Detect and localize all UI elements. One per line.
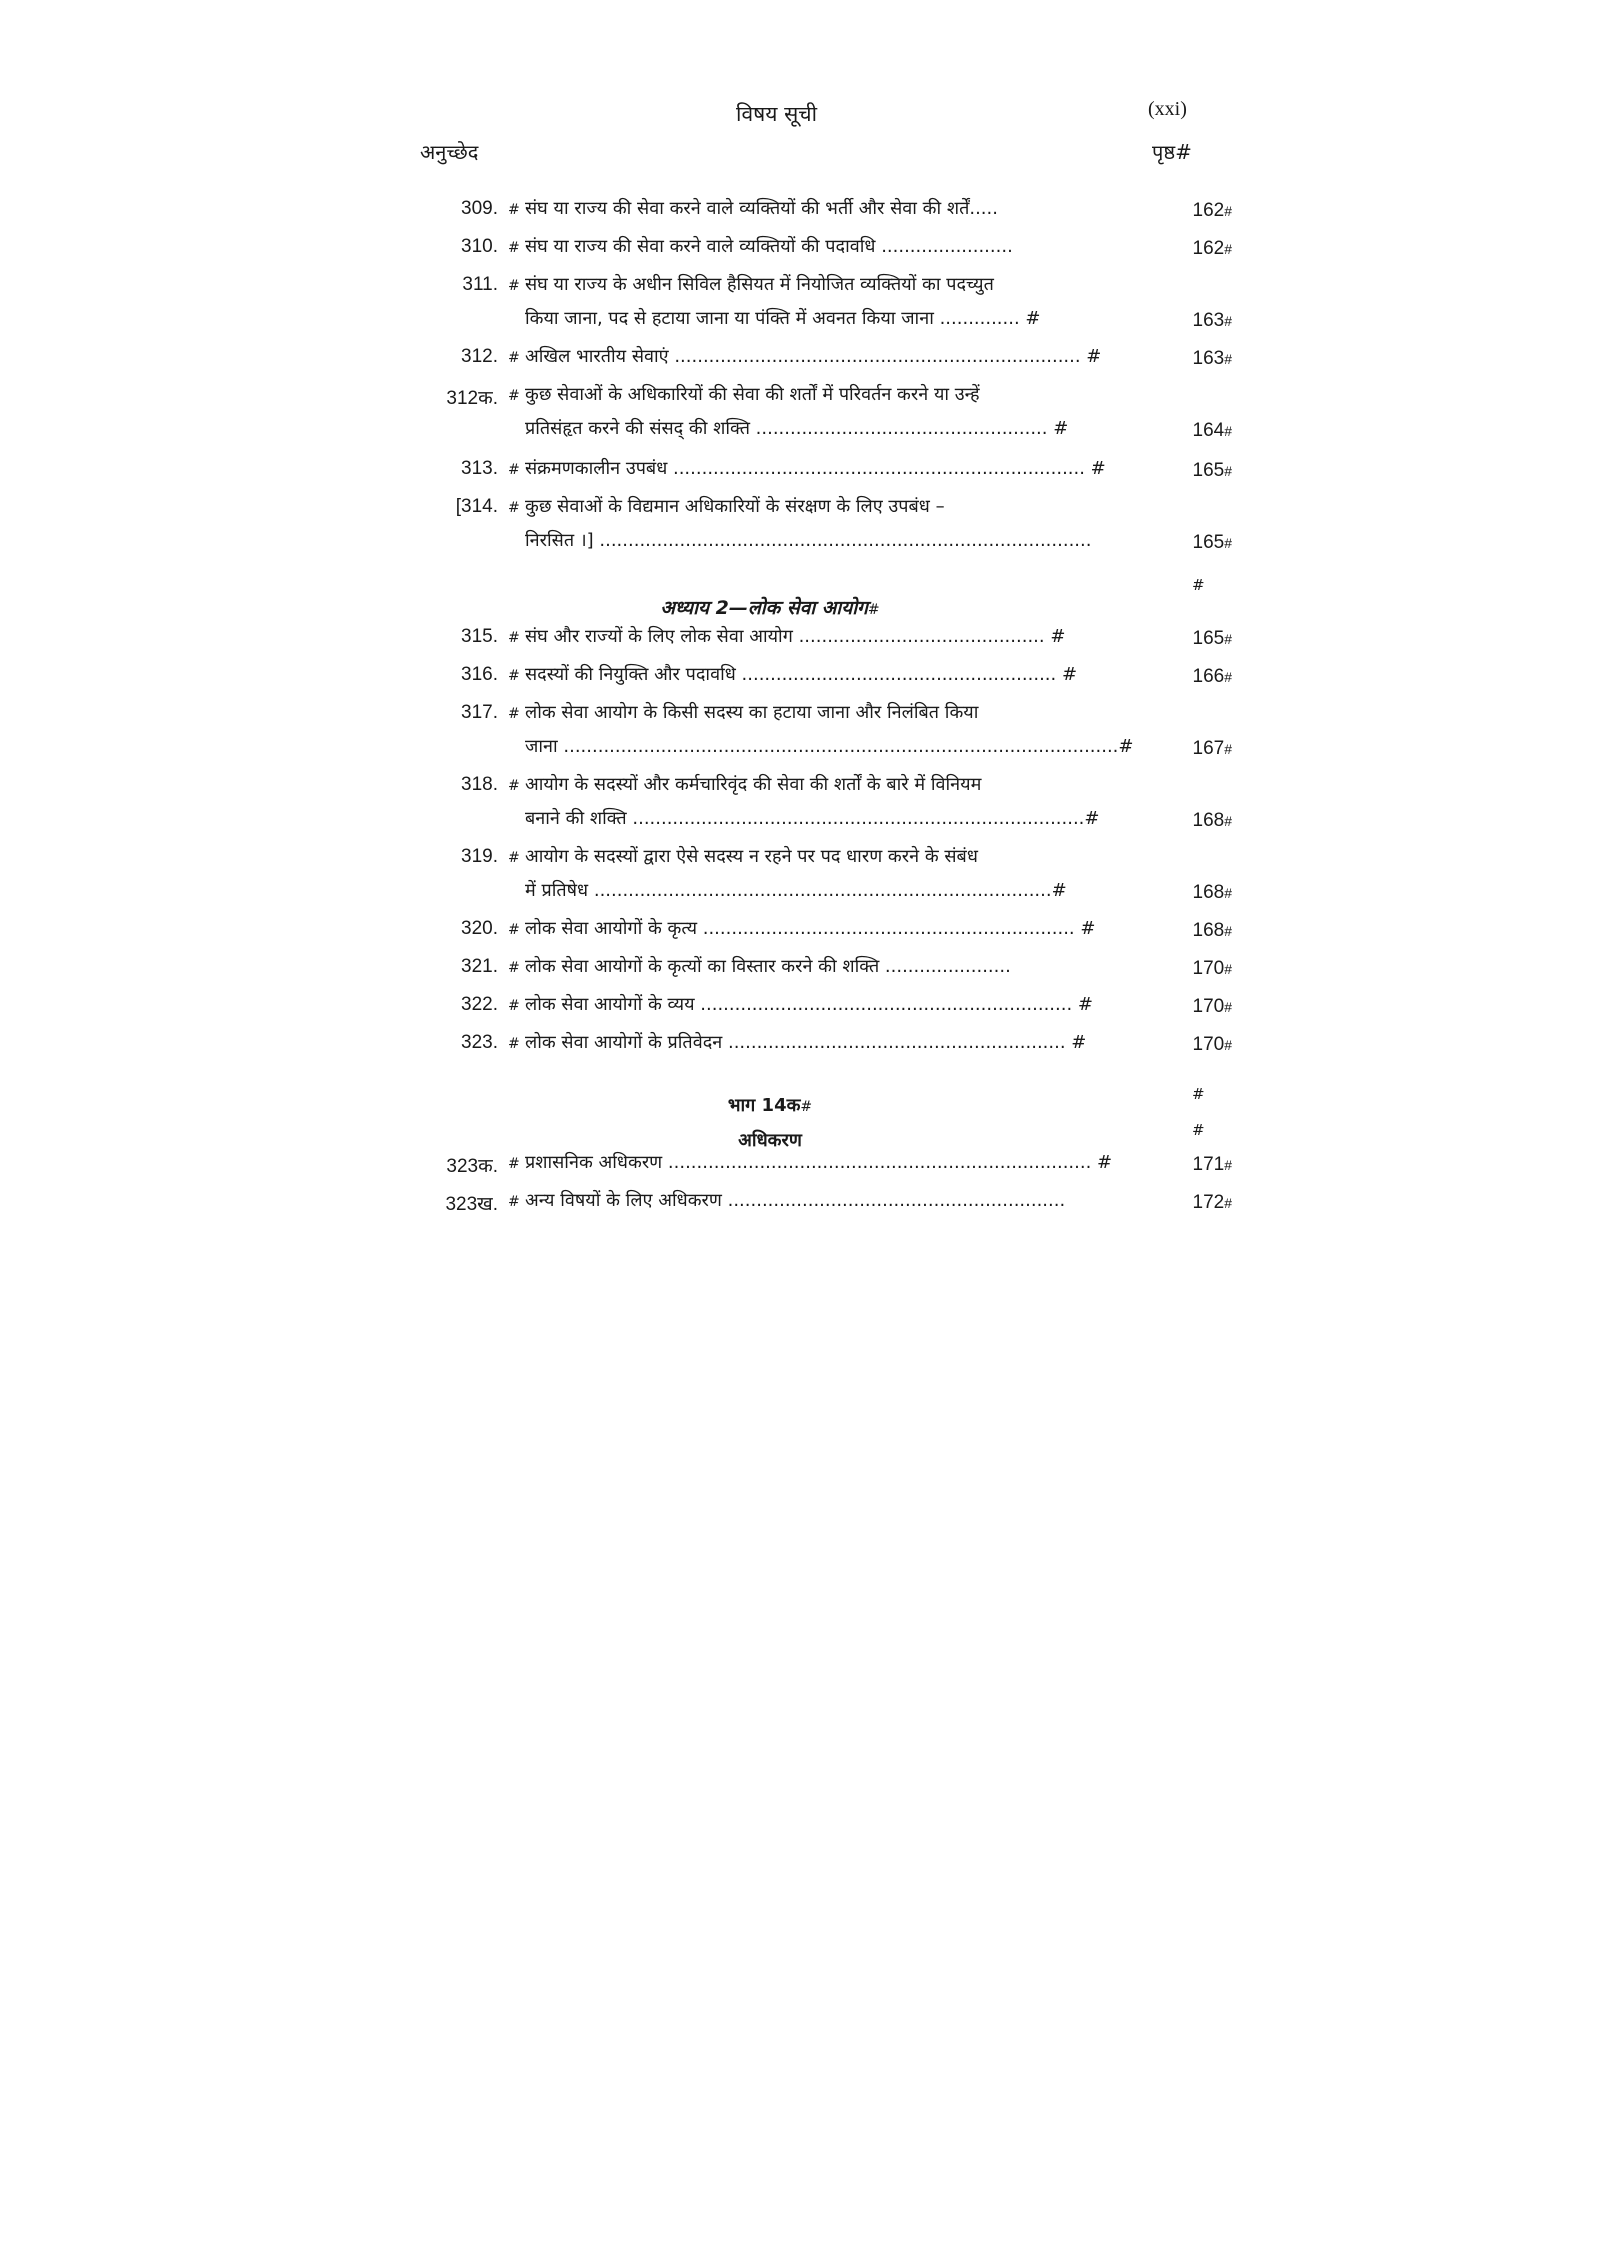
hash-marker: #: [508, 462, 520, 478]
page-reference: 165#: [1192, 532, 1232, 553]
article-title: प्रशासनिक अधिकरण .......................................................................... #: [525, 1152, 1113, 1173]
article-title: आयोग के सदस्यों द्वारा ऐसे सदस्य न रहने पर पद धारण करने के संबंध में प्रतिषेध ................................................................................#: [525, 846, 1067, 901]
hash-marker: #: [1192, 1121, 1205, 1139]
page-reference: 170#: [1192, 996, 1232, 1017]
hash-marker: #: [508, 960, 520, 976]
page-reference: 165#: [1192, 628, 1232, 649]
column-header-page: पृष्ठ#: [1152, 140, 1192, 164]
article-title: संक्रमणकालीन उपबंध ........................................................................ #: [525, 458, 1106, 479]
article-title: संघ या राज्य के अधीन सिविल हैसियत में नियोजित व्यक्तियों का पदच्युत किया जाना, पद से हटाया जाना या पंक्ति में अवनत किया जाना .............. #: [525, 274, 1041, 329]
hash-marker: #: [508, 922, 520, 938]
article-title: लोक सेवा आयोगों के प्रतिवेदन ........................................................... #: [525, 1032, 1087, 1053]
article-title: अखिल भारतीय सेवाएं ....................................................................... #: [525, 346, 1102, 367]
hash-marker: #: [508, 202, 520, 218]
page-reference: 162#: [1192, 200, 1232, 221]
article-number: 323ख.: [445, 1194, 498, 1215]
article-number: 317.: [461, 702, 498, 723]
article-title: लोक सेवा आयोगों के कृत्य ................................................................. #: [525, 918, 1096, 939]
article-number: 311.: [462, 274, 498, 295]
page-reference: 167#: [1192, 738, 1232, 759]
article-title: कुछ सेवाओं के अधिकारियों की सेवा की शर्तों में परिवर्तन करने या उन्हें प्रतिसंहृत करने की संसद् की शक्ति ................................................... #: [525, 384, 1069, 439]
part-subheading: अधिकरण: [738, 1130, 802, 1151]
article-number: 309.: [461, 198, 498, 219]
page-reference: 168#: [1192, 810, 1232, 831]
page-reference: 171#: [1192, 1154, 1232, 1175]
page-reference: 170#: [1192, 958, 1232, 979]
hash-marker: #: [508, 1194, 520, 1210]
article-number: 319.: [461, 846, 498, 867]
page-reference: 164#: [1192, 420, 1232, 441]
hash-marker: #: [508, 1156, 520, 1172]
page-number: (xxi): [1148, 98, 1187, 120]
hash-marker: #: [1192, 1085, 1205, 1103]
article-number: 312क.: [446, 388, 498, 409]
hash-marker: #: [508, 630, 520, 646]
page-reference: 166#: [1192, 666, 1232, 687]
article-title: संघ और राज्यों के लिए लोक सेवा आयोग ........................................... #: [525, 626, 1066, 647]
article-title: संघ या राज्य की सेवा करने वाले व्यक्तियों की भर्ती और सेवा की शर्तें.....: [525, 198, 998, 219]
article-title: लोक सेवा आयोग के किसी सदस्य का हटाया जाना और निलंबित किया जाना .................................................................................................#: [525, 702, 1134, 757]
article-number: 313.: [461, 458, 498, 479]
part-heading: भाग 14क#: [727, 1095, 813, 1116]
article-number: 323.: [461, 1032, 498, 1053]
hash-marker: #: [508, 668, 520, 684]
article-number: 320.: [461, 918, 498, 939]
article-title: सदस्यों की नियुक्ति और पदावधि ....................................................... #: [525, 664, 1078, 685]
hash-marker: #: [508, 850, 520, 866]
page-reference: 163#: [1192, 348, 1232, 369]
hash-marker: #: [508, 778, 520, 794]
article-title: अन्य विषयों के लिए अधिकरण ...........................................................: [525, 1190, 1066, 1211]
article-number: 310.: [461, 236, 498, 257]
hash-marker: #: [508, 706, 520, 722]
page-reference: 168#: [1192, 920, 1232, 941]
hash-marker: #: [508, 240, 520, 256]
page-reference: 163#: [1192, 310, 1232, 331]
article-title: लोक सेवा आयोगों के कृत्यों का विस्तार करने की शक्ति ......................: [525, 956, 1011, 977]
article-number: 316.: [461, 664, 498, 685]
page-reference: 162#: [1192, 238, 1232, 259]
page-title: विषय सूची: [736, 102, 818, 126]
article-number: [314.: [455, 496, 498, 517]
page-reference: 170#: [1192, 1034, 1232, 1055]
article-number: 318.: [461, 774, 498, 795]
article-number: 321.: [461, 956, 498, 977]
hash-marker: #: [508, 500, 520, 516]
article-title: आयोग के सदस्यों और कर्मचारिवृंद की सेवा की शर्तों के बारे में विनियम बनाने की शक्ति ...............................................................................#: [525, 774, 1100, 829]
hash-marker: #: [508, 998, 520, 1014]
article-number: 315.: [461, 626, 498, 647]
hash-marker: #: [508, 350, 520, 366]
page-reference: 165#: [1192, 460, 1232, 481]
page-reference: 172#: [1192, 1192, 1232, 1213]
article-title: लोक सेवा आयोगों के व्यय ................................................................. #: [525, 994, 1094, 1015]
hash-marker: #: [508, 278, 520, 294]
article-number: 323क.: [446, 1156, 498, 1177]
article-number: 322.: [461, 994, 498, 1015]
column-header-article: अनुच्छेद: [420, 140, 479, 164]
chapter-heading: अध्याय 2—लोक सेवा आयोग#: [660, 597, 880, 619]
article-title: संघ या राज्य की सेवा करने वाले व्यक्तियों की पदावधि .......................: [525, 236, 1013, 257]
hash-marker: #: [1192, 576, 1205, 594]
article-title: कुछ सेवाओं के विद्यमान अधिकारियों के संरक्षण के लिए उपबंध – निरसित ।] ......................................................................................: [525, 496, 1092, 551]
article-number: 312.: [461, 346, 498, 367]
hash-marker: #: [508, 1036, 520, 1052]
hash-marker: #: [508, 388, 520, 404]
page-reference: 168#: [1192, 882, 1232, 903]
